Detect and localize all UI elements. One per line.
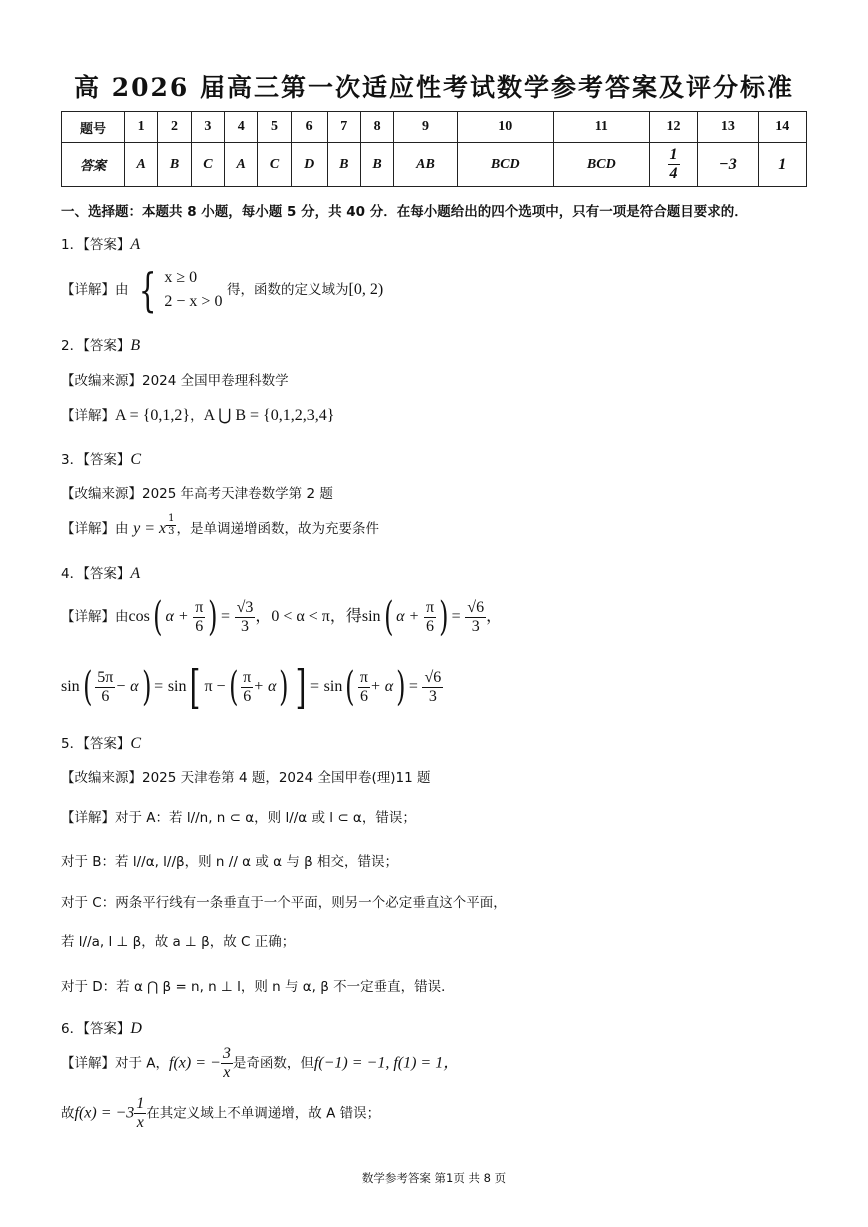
q6-heading: 6．【答案】D [61,1020,142,1037]
answer-cell: B [327,143,360,187]
answer-cell: 1 [758,143,806,187]
number-cell: 3 [191,112,224,143]
number-cell: 6 [291,112,327,143]
number-cell: 8 [360,112,393,143]
answer-cell: B [360,143,393,187]
equation-system: { x ≥ 0 2 − x > 0 [138,263,223,317]
answer-cell: −3 [698,143,758,187]
page-title: 高 2026 届高三第一次适应性考试数学参考答案及评分标准 [74,73,794,102]
answer-table [61,111,807,187]
number-cell: 5 [258,112,291,143]
q4-heading: 4．【答案】A [61,565,141,582]
answer-cell: C [191,143,224,187]
q6-detail-line1: 【详解】对于 A，f(x) = − $\frac{3}{x}$ 是奇函数，但f(−1) = −1, f(1) = 1， [61,1045,460,1081]
answer-cell: BCD [553,143,649,187]
answer-cell: AB [394,143,457,187]
q5-source: 【改编来源】2025 天津卷第 4 题，2024 全国甲卷(理)11 题 [61,770,431,786]
number-cell: 2 [158,112,191,143]
answer-cell: C [258,143,291,187]
section-title: 一、选择题：本题共 8 小题，每小题 5 分，共 40 分．在每小题给出的四个选项中，只有一项是符合题目要求的． [61,204,748,220]
q3-source: 【改编来源】2025 年高考天津卷数学第 2 题 [61,486,333,502]
number-cell: 13 [698,112,758,143]
number-cell: 1 [125,112,158,143]
q5-option-b: 对于 B：若 l//α, l//β，则 n // α 或 α 与 β 相交，错误； [61,854,399,870]
exponent-fraction: $\frac{1}{3}$ [168,513,175,537]
answer-cell: A [225,143,258,187]
answer-cell: A [125,143,158,187]
q4-detail-line2: sin( $\frac{5\pi}{6}$ − α) = sin[ π −( $\frac{\pi}{6}$ + α) ] = sin( $\frac{\pi}{6}$ + α) = $\frac{√6}{3}$ [61,660,442,714]
number-cell: 7 [327,112,360,143]
q5-option-c-line2: 若 l//a, l ⊥ β，故 a ⊥ β，故 C 正确； [61,934,296,950]
answer-table-number-row [62,112,807,143]
answer-cell: B [158,143,191,187]
q1-heading: 1．【答案】A [61,236,141,253]
q5-option-c-line1: 对于 C：两条平行线有一条垂直于一个平面，则另一个必定垂直这个平面， [61,895,507,911]
number-cell: 4 [225,112,258,143]
page-footer: 数学参考答案 第1页 共 8 页 [361,1171,507,1185]
answer-cell: D [291,143,327,187]
number-cell: 9 [394,112,457,143]
number-cell: 11 [553,112,649,143]
answer-table-answer-row [62,143,807,187]
number-cell: 14 [758,112,806,143]
number-cell: 12 [649,112,697,143]
q5-option-a: 【详解】对于 A：若 l//n, n ⊂ α，则 l//α 或 l ⊂ α，错误； [61,810,416,826]
q1-detail: 【详解】由 { x ≥ 0 2 − x > 0 得，函数的定义域为[0, 2) [61,263,384,317]
q2-source: 【改编来源】2024 全国甲卷理科数学 [61,373,289,389]
answer-cell: BCD [457,143,553,187]
q3-detail: 【详解】由 y = x $\frac{1}{3}$ ，是单调递增函数，故为充要条件 [61,513,379,537]
q6-detail-line2: 故f(x) = −3 $\frac{1}{x}$ 在其定义域上不单调递增，故 A 错误； [61,1095,381,1131]
q2-heading: 2．【答案】B [61,337,141,354]
q3-heading: 3．【答案】C [61,451,142,468]
q5-heading: 5．【答案】C [61,735,142,752]
q2-detail: 【详解】A = {0,1,2}，A ⋃ B = {0,1,2,3,4} [61,407,335,424]
header-label-cell: 题号 [62,112,125,143]
fraction: $\frac{1}{4}$ [669,146,678,182]
q4-detail-line1: 【详解】由cos( α + $\frac{\pi}{6}$ ) = $\frac{√3}{3}$ ，0 < α < π，得sin( α + $\frac{\pi}{6}$ ) = $\frac{√6}{3}$ ， [61,594,503,640]
number-cell: 10 [457,112,553,143]
answer-label-cell: 答案 [62,143,125,187]
q5-option-d: 对于 D：若 α ⋂ β = n, n ⊥ l，则 n 与 α, β 不一定垂直，错误． [61,979,455,995]
answer-cell-fraction [649,143,697,187]
